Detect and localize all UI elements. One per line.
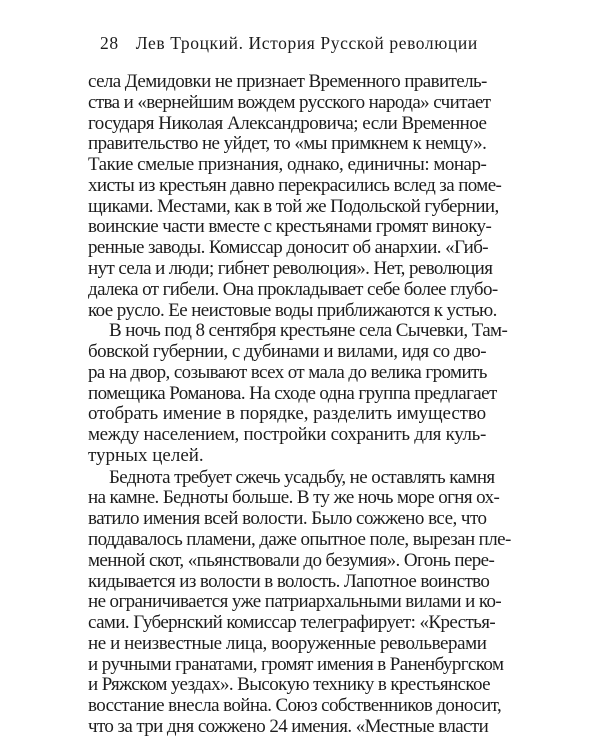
page-number: 28: [100, 33, 119, 53]
text-line: села Демидовки не признает Временного правитель-: [88, 71, 487, 92]
text-line: Беднота требует сжечь усадьбу, не оставлять камня: [109, 466, 495, 488]
text-line: поддавалось пламени, даже опытное поле, вырезан пле-: [88, 529, 511, 551]
text-line: восстание внесла война. Союз собственников доносит,: [88, 695, 502, 717]
text-line: Такие смелые признания, однако, единичны: монар-: [88, 154, 487, 176]
text-line: ства и «вернейшим вождем русского народа» считает: [88, 91, 491, 113]
text-line: ра на двор, созывают всех от мала до велика громить: [88, 361, 487, 383]
text-line: далека от гибели. Она прокладывает себе более глубо-: [88, 278, 498, 300]
text-line: щиками. Местами, как в той же Подольской губернии,: [88, 195, 499, 217]
text-line: правительство не уйдет, то «мы примкнем к немцу».: [88, 133, 487, 155]
book-title: Лев Троцкий. История Русской революции: [135, 33, 478, 53]
text-line: государя Николая Александровича; если Временное: [88, 112, 487, 134]
text-line: воинские части вместе с крестьянами громят виноку-: [88, 216, 492, 238]
text-line: отобрать имение в порядке, разделить имущество: [88, 403, 486, 425]
text-line: кое русло. Ее неистовые воды приближаются к устью.: [88, 299, 497, 321]
text-line: на камне. Бедноты больше. В ту же ночь море огня ох-: [88, 487, 500, 509]
text-line: что за три дня сожжено 24 имения. «Местные власти: [88, 716, 489, 737]
text-line: менной скот, «пьянствовали до безумия». Огонь пере-: [88, 549, 495, 571]
text-line: В ночь под 8 сентября крестьяне села Сычевки, Там-: [109, 320, 508, 342]
text-line: ренные заводы. Комиссар доносит об анархии. «Гиб-: [88, 237, 488, 259]
running-head: [100, 30, 540, 56]
text-line: помещика Романова. На сходе одна группа предлагает: [88, 382, 497, 404]
text-line: кидывается из волости в волость. Лапотное воинство: [88, 570, 490, 592]
text-line: и ручными гранатами, громят имения в Раненбургском: [88, 653, 504, 675]
text-line: нут села и люди; гибнет революция». Нет, революция: [88, 257, 493, 279]
text-line: хисты из крестьян давно перекрасились вслед за поме-: [88, 174, 502, 196]
text-line: не ограничивается уже патриархальными вилами и ко-: [88, 591, 502, 613]
text-line: турных целей.: [88, 444, 204, 466]
text-line: бовской губернии, с дубинами и вилами, идя со дво-: [88, 341, 487, 363]
text-line: и Ряжском уездах». Высокую технику в крестьянское: [88, 674, 491, 696]
text-line: не и неизвестные лица, вооруженные револьверами: [88, 632, 487, 654]
text-line: ватило имения всей волости. Было сожжено все, что: [88, 508, 487, 530]
text-line: сами. Губернский комиссар телеграфирует: «Крестья-: [88, 612, 496, 634]
text-line: между населением, постройки сохранить для куль-: [88, 424, 486, 446]
